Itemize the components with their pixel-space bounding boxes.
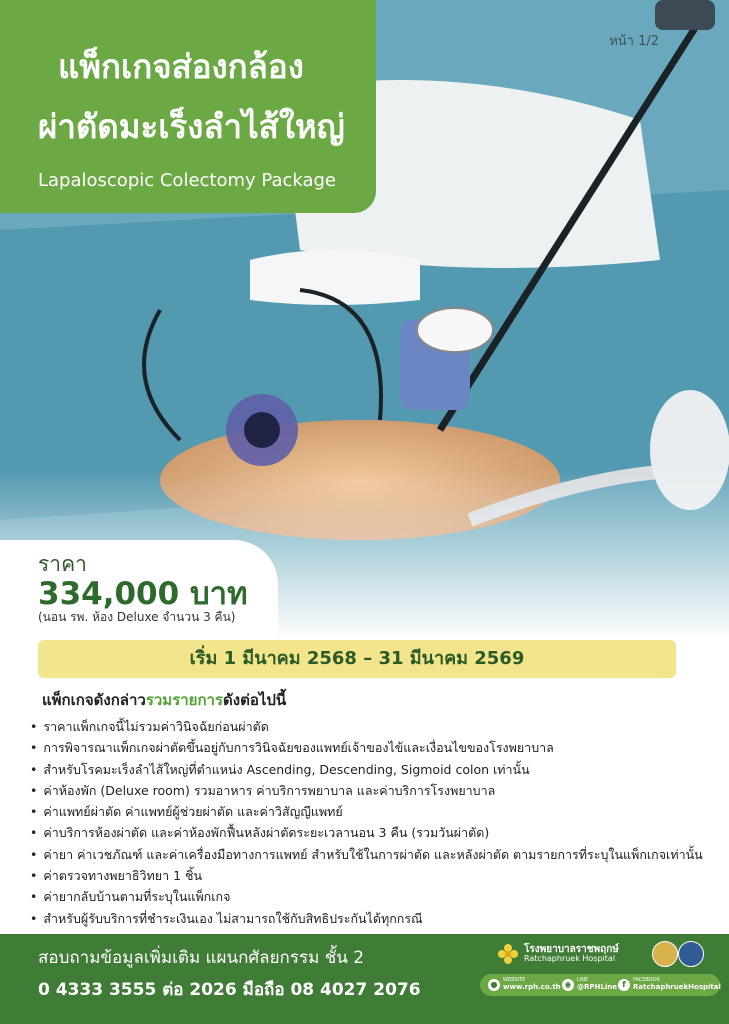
list-heading-prefix: แพ็กเกจดังกล่าว xyxy=(42,691,146,709)
line-id: @RPHLine xyxy=(577,983,617,991)
list-item: • ค่าตรวจทางพยาธิวิทยา 1 ชิ้น xyxy=(30,865,703,886)
line-label: LINE xyxy=(577,977,589,983)
list-item: • การพิจารณาแพ็กเกจผ่าตัดขึ้นอยู่กับการวินิจฉัยของแพทย์เจ้าของไข้และเงื่อนไขของโรงพยาบาล xyxy=(30,737,703,758)
list-item: • ค่าแพทย์ผ่าตัด ค่าแพทย์ผู้ช่วยผ่าตัด และค่าวิสัญญีแพทย์ xyxy=(30,801,703,822)
accreditation-seal-icon xyxy=(652,941,678,967)
hospital-logo xyxy=(488,940,708,970)
globe-icon: ● xyxy=(488,979,500,991)
contact-phone[interactable]: 0 4333 3555 ต่อ 2026 มือถือ 08 4027 2076 xyxy=(38,980,421,1000)
list-item: • ค่ายา ค่าเวชภัณฑ์ และค่าเครื่องมือทางการแพทย์ สำหรับใช้ในการผ่าตัด และหลังผ่าตัด ตามรายการที่ระบุในแพ็กเกจเท่านั้น xyxy=(30,844,703,865)
list-item: • สำหรับผู้รับบริการที่ชำระเงินเอง ไม่สามารถใช้กับสิทธิประกันได้ทุกกรณี xyxy=(30,908,703,929)
price-value: 334,000 บาท xyxy=(38,576,248,612)
website-url: www.rph.co.th xyxy=(503,983,561,991)
certification-seal-icon xyxy=(678,941,704,967)
page-title-line1: แพ็กเกจส่องกล้อง xyxy=(58,47,304,86)
page-number: หน้า 1/2 xyxy=(609,34,659,49)
footer xyxy=(0,934,729,1024)
facebook-page: RatchaphruekHospital xyxy=(633,983,721,991)
list-heading-highlight: รวมรายการ xyxy=(145,691,224,709)
list-heading-suffix: ดังต่อไปนี้ xyxy=(223,691,287,709)
hospital-name-english: Ratchaphruek Hospital xyxy=(524,954,616,963)
line-icon: ◉ xyxy=(562,979,574,991)
contact-info: สอบถามข้อมูลเพิ่มเติม แผนกศัลยกรรม ชั้น 2 xyxy=(38,948,365,968)
promotion-period: เริ่ม 1 มีนาคม 2568 – 31 มีนาคม 2569 xyxy=(38,640,676,678)
hospital-name-thai: โรงพยาบาลราชพฤกษ์ xyxy=(524,944,619,955)
social-links-bar xyxy=(480,974,720,996)
flower-logo-icon xyxy=(496,942,520,966)
list-heading xyxy=(42,688,286,712)
price-note: (นอน รพ. ห้อง Deluxe จำนวน 3 คืน) xyxy=(38,610,236,624)
facebook-icon: f xyxy=(618,979,630,991)
list-item: • ค่ายากลับบ้านตามที่ระบุในแพ็กเกจ xyxy=(30,886,703,907)
list-item: • ราคาแพ็กเกจนี้ไม่รวมค่าวินิจฉัยก่อนผ่าตัด xyxy=(30,716,703,737)
list-item: • ค่าบริการห้องผ่าตัด และค่าห้องพักฟื้นหลังผ่าตัดระยะเวลานอน 3 คืน (รวมวันผ่าตัด) xyxy=(30,822,703,843)
inclusion-list xyxy=(30,716,703,929)
title-panel xyxy=(0,0,376,213)
page-title-line2: ผ่าตัดมะเร็งลำไส้ใหญ่ xyxy=(38,107,345,146)
page-title-english: Lapaloscopic Colectomy Package xyxy=(38,170,337,191)
list-item: • ค่าห้องพัก (Deluxe room) รวมอาหาร ค่าบริการพยาบาล และค่าบริการโรงพยาบาล xyxy=(30,780,703,801)
list-item: • สำหรับโรคมะเร็งลำไส้ใหญ่ที่ตำแหน่ง Ascending, Descending, Sigmoid colon เท่านั้น xyxy=(30,759,703,780)
price-label: ราคา xyxy=(38,552,87,576)
website-label: WEBSITE xyxy=(503,977,526,983)
facebook-label: FACEBOOK xyxy=(633,977,660,983)
